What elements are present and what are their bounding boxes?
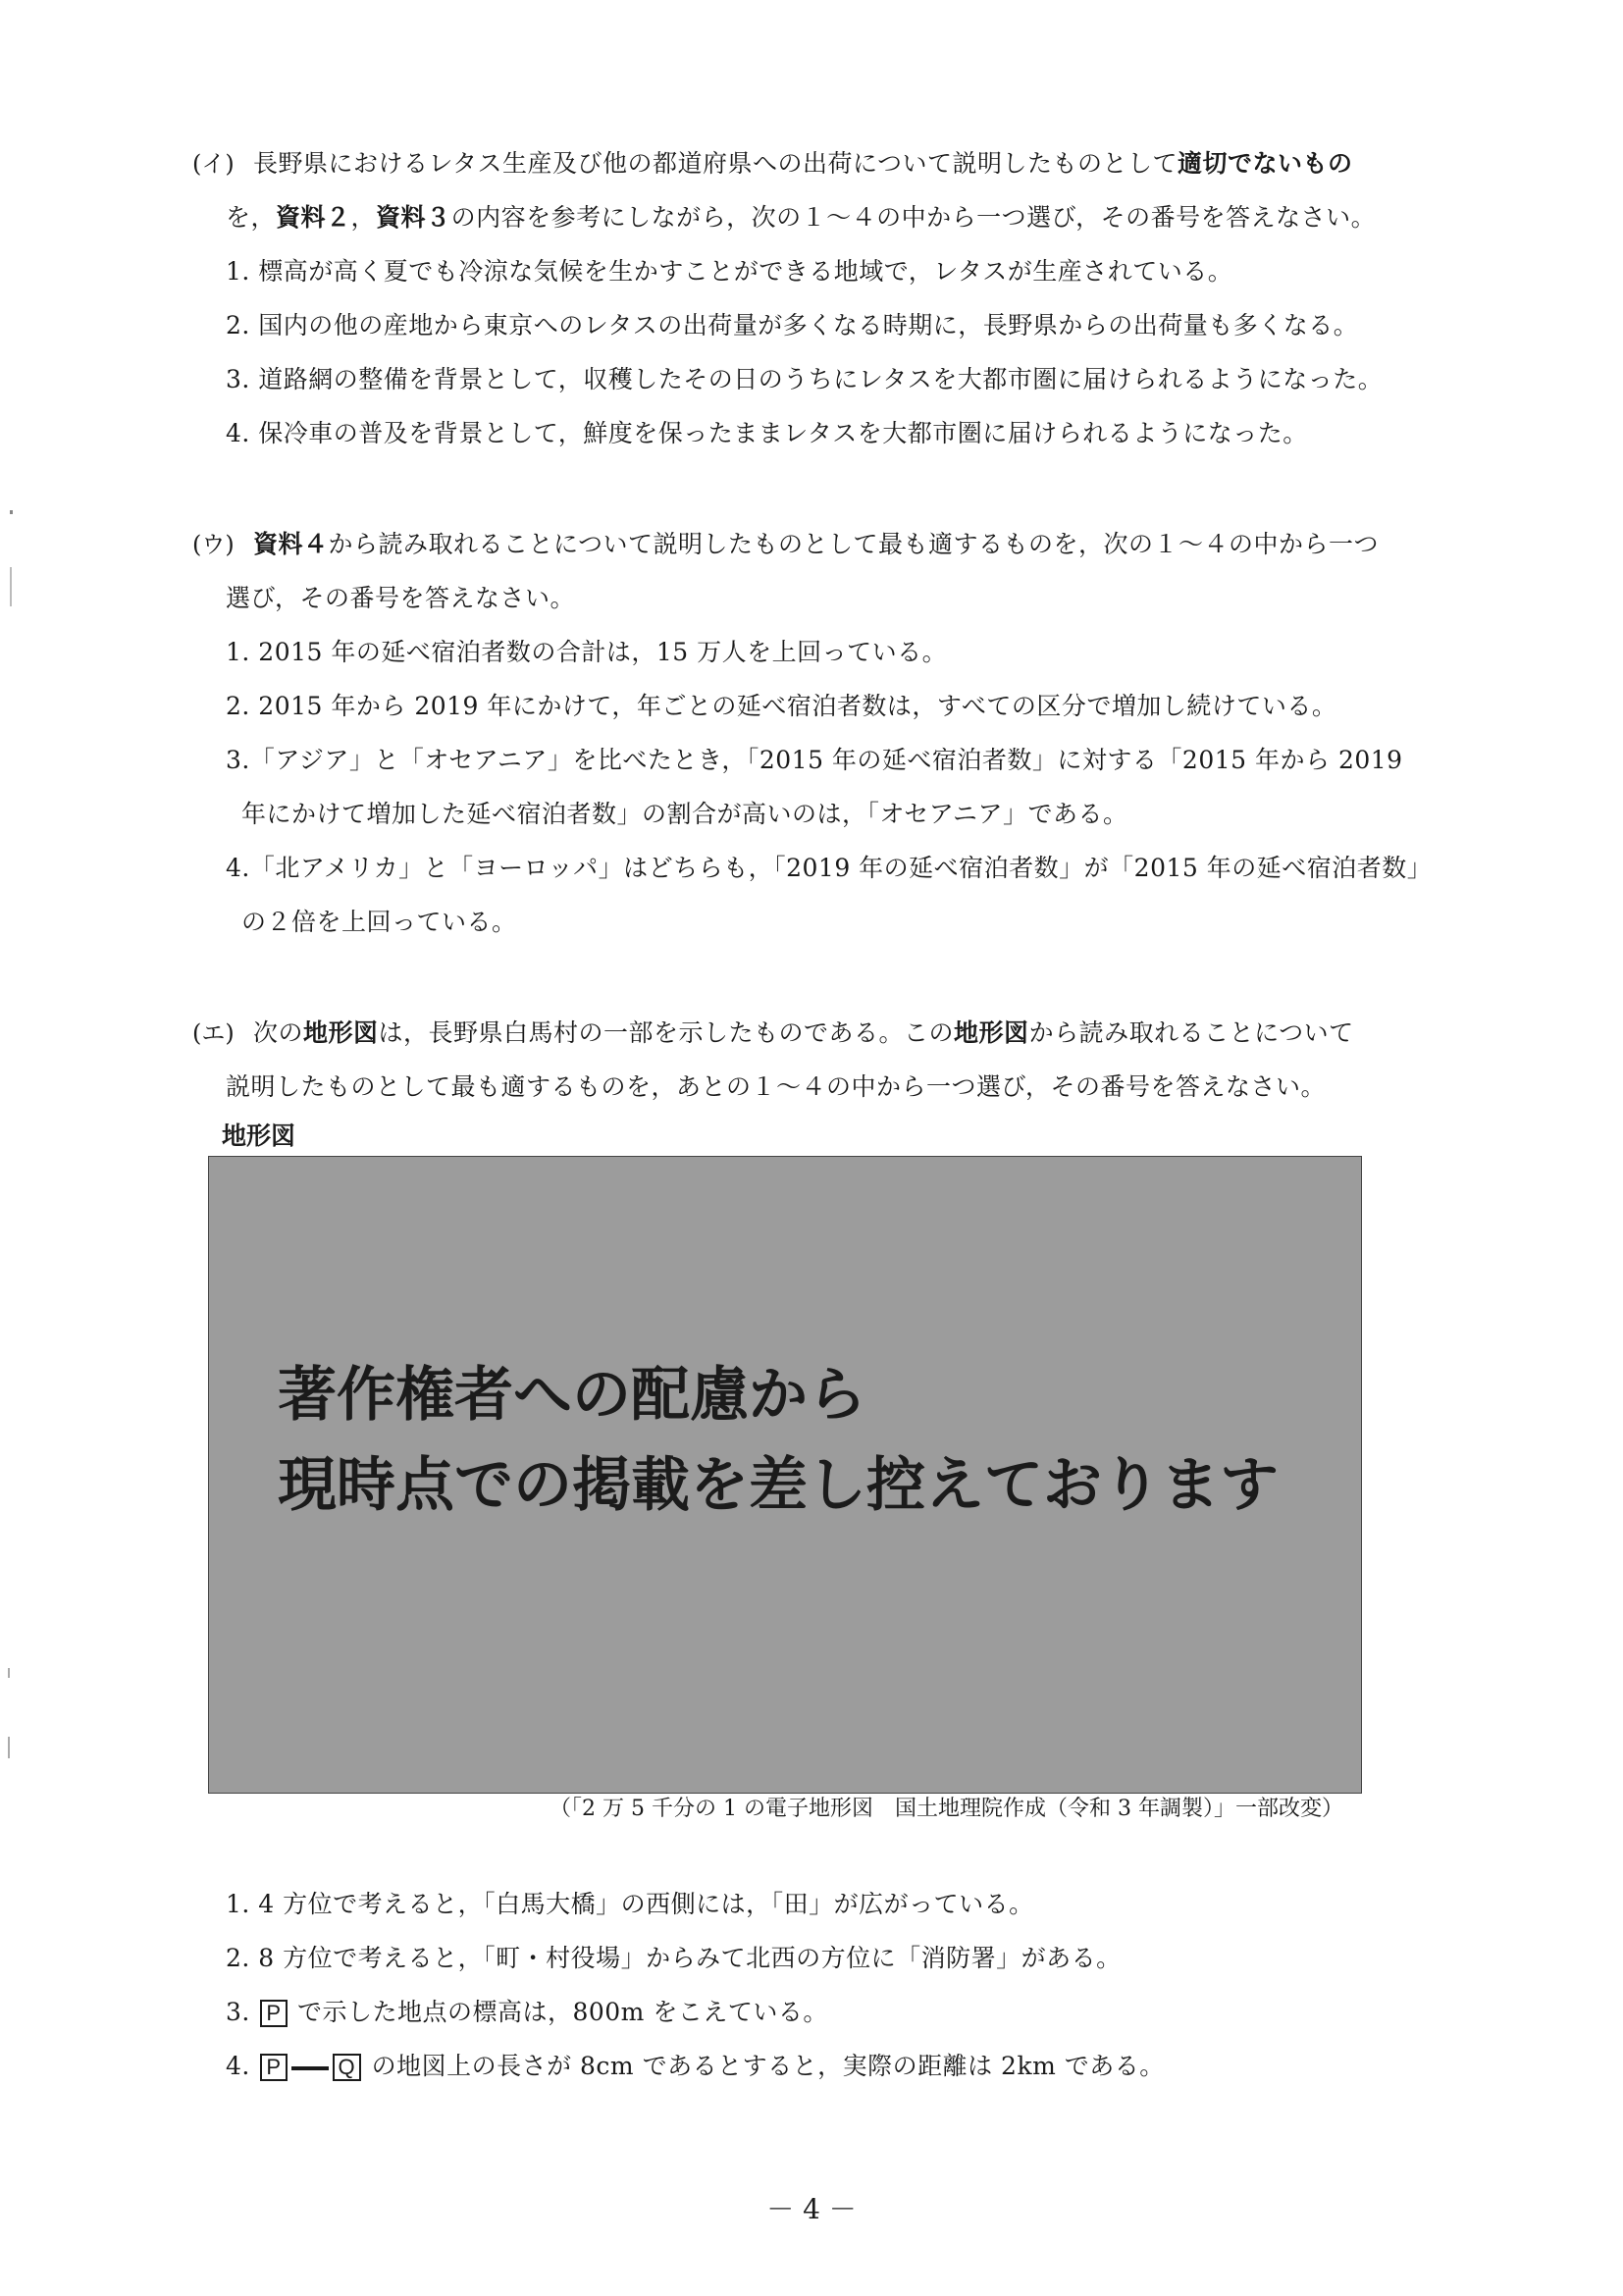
question-u-label: (ウ)	[192, 531, 235, 558]
map-label: 地形図	[222, 1122, 296, 1150]
map-notice-line-1: 著作権者への配慮から	[278, 1361, 866, 1430]
question-i-ref-3: 資料３	[376, 203, 451, 232]
question-i-option-1: 1. 標高が高く夏でも冷涼な気候を生かすことができる地域で，レタスが生産されている。	[226, 257, 1233, 286]
point-p-box-2: P	[260, 2054, 287, 2081]
page-number: － 4 －	[766, 2193, 857, 2225]
question-e-label: (エ)	[192, 1019, 235, 1047]
question-e-option-1: 1. 4 方位で考えると，「白馬大橋」の西側には，「田」が広がっている。	[226, 1890, 1034, 1918]
question-i-option-2: 2. 国内の他の産地から東京へのレタスの出荷量が多くなる時期に，長野県からの出荷量も多くなる。	[226, 311, 1359, 339]
question-u-option-4: 4.「北アメリカ」と「ヨーロッパ」はどちらも，「2019 年の延べ宿泊者数」が「2015 年の延べ宿泊者数」	[226, 854, 1433, 882]
question-u-line-2: 選び，その番号を答えなさい。	[226, 584, 576, 612]
question-e-ref-map-1: 地形図	[303, 1018, 379, 1047]
option-3-text: で示した地点の標高は，800m をこえている。	[296, 1998, 828, 2026]
question-u-option-4-cont: の２倍を上回っている。	[241, 908, 517, 936]
option-3-number: 3.	[226, 1998, 250, 2026]
question-i-option-3: 3. 道路網の整備を背景として，収穫したその日のうちにレタスを大都市圏に届けられるようになった。	[226, 365, 1384, 393]
question-i-line-2	[226, 201, 1376, 235]
question-e-ref-map-2: 地形図	[954, 1018, 1029, 1047]
scan-mark	[10, 510, 13, 514]
map-credit: （「2 万 5 千分の 1 の電子地形図 国土地理院作成（令和 3 年調製）」一部改変）	[550, 1797, 1343, 1821]
question-u-text: から読み取れることについて説明したものとして最も適するものを，次の１～４の中から一つ	[328, 530, 1380, 558]
scan-mark	[8, 1668, 10, 1678]
question-e-text-c: から読み取れることについて	[1028, 1018, 1354, 1047]
question-i-text-2c: ，	[350, 203, 377, 232]
question-i-line-1	[253, 147, 1353, 181]
question-i-text-2d: の内容を参考にしながら，次の１～４の中から一つ選び，その番号を答えなさい。	[450, 203, 1377, 232]
question-e-option-3	[226, 1996, 828, 2029]
question-e-option-4	[226, 2050, 1165, 2083]
question-u-option-1: 1. 2015 年の延べ宿泊者数の合計は，15 万人を上回っている。	[226, 638, 948, 666]
question-i-text-2a: を，	[226, 203, 277, 232]
map-placeholder	[208, 1156, 1362, 1794]
question-u-option-3: 3.「アジア」と「オセアニア」を比べたとき，「2015 年の延べ宿泊者数」に対する「2015 年から 2019	[226, 746, 1403, 774]
question-u-ref-4: 資料４	[253, 530, 329, 558]
option-4-text: の地図上の長さが 8cm であるとすると，実際の距離は 2km である。	[371, 2052, 1165, 2080]
question-e-option-2: 2. 8 方位で考えると，「町・村役場」からみて北西の方位に「消防署」がある。	[226, 1944, 1122, 1972]
map-notice-line-2: 現時点での掲載を差し控えております	[278, 1451, 1279, 1520]
point-p-box: P	[260, 2000, 287, 2027]
option-4-number: 4.	[226, 2052, 250, 2080]
question-i-ref-2: 資料２	[276, 203, 351, 232]
question-i-option-4: 4. 保冷車の普及を背景として，鮮度を保ったままレタスを大都市圏に届けられるようになった。	[226, 419, 1308, 447]
question-u-option-2: 2. 2015 年から 2019 年にかけて，年ごとの延べ宿泊者数は，すべての区分で増加し続けている。	[226, 692, 1337, 720]
question-e-text-b: は，長野県白馬村の一部を示したものである。この	[378, 1018, 955, 1047]
question-e-text-a: 次の	[253, 1018, 304, 1047]
question-u-option-3-cont: 年にかけて増加した延べ宿泊者数」の割合が高いのは，「オセアニア」である。	[241, 800, 1128, 828]
question-i-emphasis: 適切でないもの	[1178, 149, 1353, 178]
scan-mark	[10, 567, 12, 606]
question-e-line-2: 説明したものとして最も適するものを，あとの１～４の中から一つ選び，その番号を答えなさい。	[226, 1072, 1327, 1101]
segment-line	[291, 2066, 329, 2070]
point-q-box: Q	[333, 2054, 362, 2081]
question-i-text: 長野県におけるレタス生産及び他の都道府県への出荷について説明したものとして	[253, 149, 1178, 178]
question-u-line-1	[253, 528, 1379, 561]
scan-mark	[8, 1737, 10, 1758]
question-i-label: (イ)	[192, 150, 235, 178]
question-e-line-1	[253, 1017, 1354, 1050]
